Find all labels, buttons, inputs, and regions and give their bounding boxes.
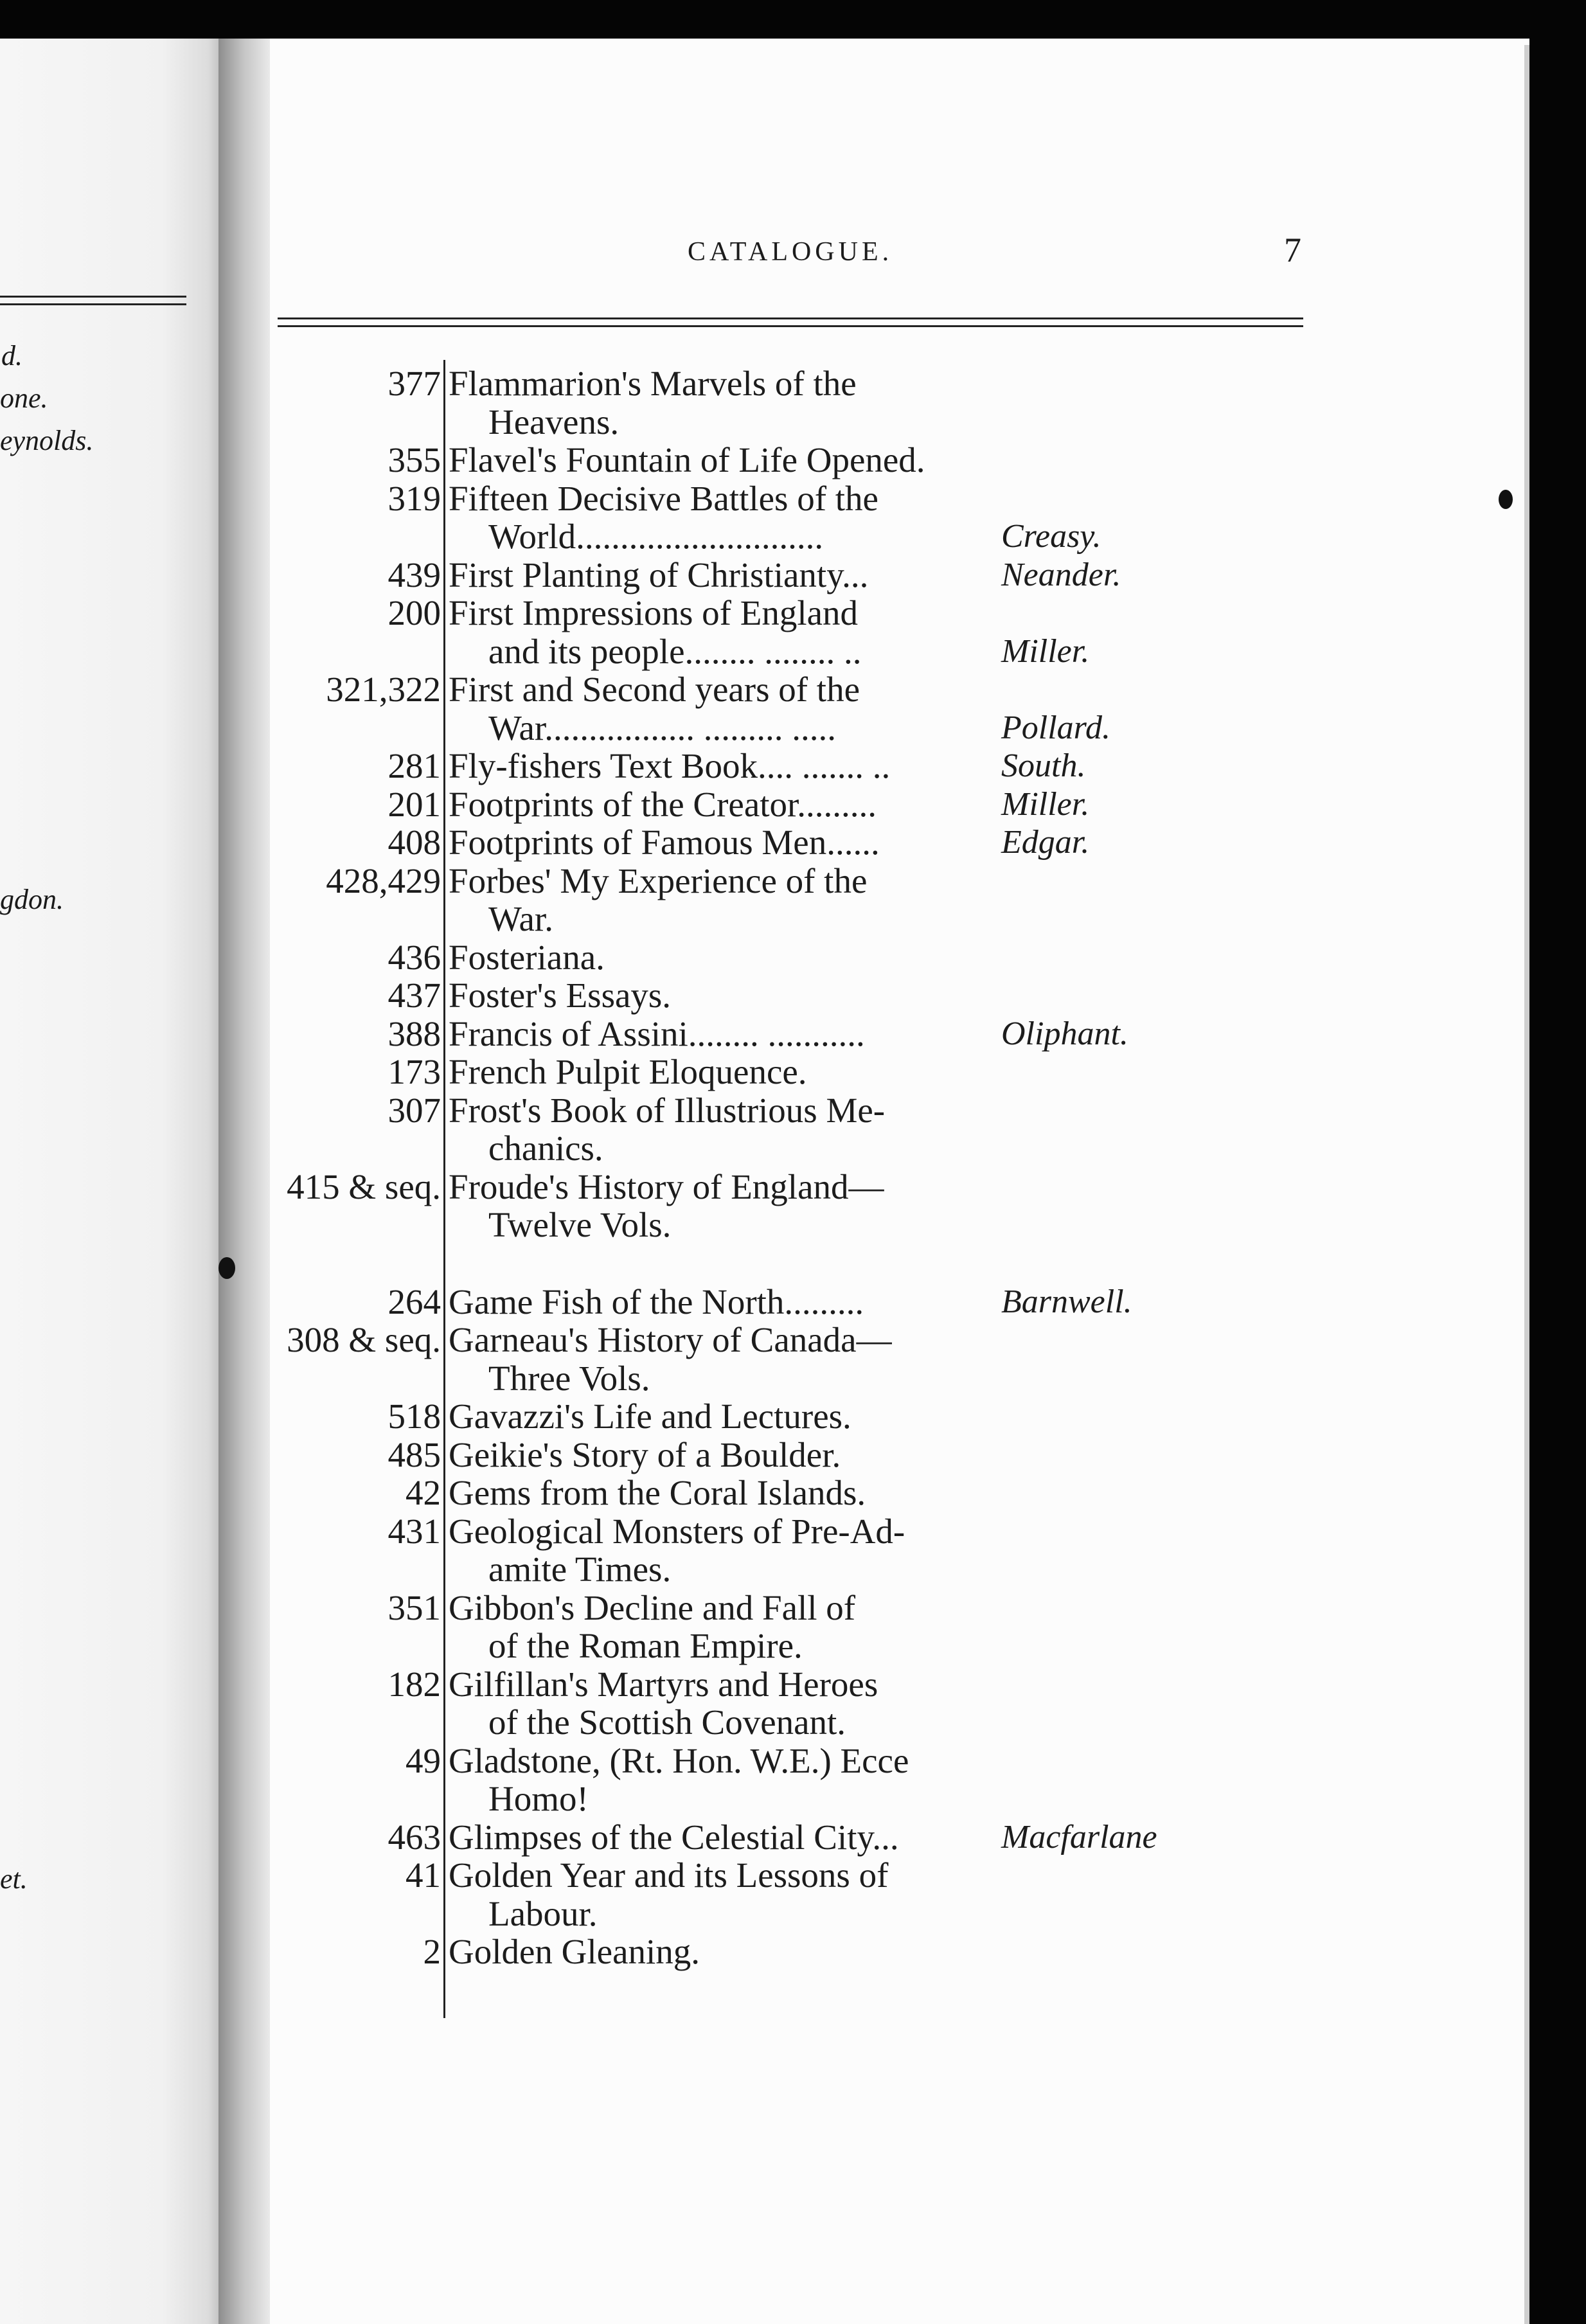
entry-reference-number: 321,322 — [326, 670, 441, 709]
entry-title: Flammarion's Marvels of the — [449, 364, 857, 403]
left-page-text: one. — [0, 382, 48, 414]
entry-author: Neander. — [1001, 556, 1121, 593]
entry-title: Golden Year and its Lessons of — [449, 1855, 889, 1895]
entry-reference-number: 377 — [388, 364, 441, 403]
entry-reference-number: 439 — [388, 555, 441, 594]
entry-author: Creasy. — [1001, 518, 1101, 555]
entry-author: Edgar. — [1001, 824, 1090, 861]
entry-title: Fly-fishers Text Book.... ....... .. — [449, 746, 891, 785]
entry-reference-number: 355 — [388, 440, 441, 479]
entry-title: Game Fish of the North......... — [449, 1282, 864, 1321]
entry-reference-number: 281 — [388, 746, 441, 785]
entry-title-continuation: War................. ......... ..... — [488, 708, 836, 747]
entry-reference-number: 308 & seq. — [287, 1320, 441, 1359]
entry-reference-number: 41 — [405, 1855, 441, 1895]
entry-title: Forbes' My Experience of the — [449, 861, 868, 900]
entry-reference-number: 49 — [405, 1740, 441, 1780]
entry-reference-number: 182 — [388, 1664, 441, 1704]
entry-title: First Impressions of England — [449, 593, 859, 632]
left-page-rule — [0, 303, 186, 305]
entry-reference-number: 307 — [388, 1090, 441, 1130]
entry-title: Froude's History of England— — [449, 1166, 884, 1206]
entry-title-continuation: and its people........ ........ .. — [488, 631, 862, 671]
left-page-text: d. — [1, 340, 22, 371]
entry-title: First Planting of Christianty... — [449, 555, 869, 594]
left-page-text: eynolds. — [0, 425, 94, 456]
entry-reference-number: 2 — [423, 1932, 441, 1971]
entry-title: First and Second years of the — [449, 670, 860, 709]
entry-title: Fosteriana. — [449, 937, 605, 977]
entry-reference-number: 437 — [388, 976, 441, 1015]
entry-title-continuation: chanics. — [488, 1129, 603, 1168]
entry-title: Fifteen Decisive Battles of the — [449, 478, 878, 518]
ink-blot — [1499, 490, 1513, 509]
entry-reference-number: 463 — [388, 1817, 441, 1857]
entry-title-continuation: War. — [488, 899, 553, 938]
entry-title: Gilfillan's Martyrs and Heroes — [449, 1664, 878, 1704]
entry-author: Miller. — [1001, 632, 1090, 670]
entry-title: Francis of Assini........ ........... — [449, 1014, 865, 1053]
entry-reference-number: 415 & seq. — [287, 1166, 441, 1206]
entry-title: Geikie's Story of a Boulder. — [449, 1435, 841, 1474]
entry-title: Golden Gleaning. — [449, 1932, 700, 1971]
entry-reference-number: 200 — [388, 593, 441, 632]
entry-reference-number: 201 — [388, 784, 441, 824]
ink-blot — [218, 1257, 235, 1279]
entry-title: Geological Monsters of Pre-Ad- — [449, 1511, 905, 1551]
entry-author: Barnwell. — [1001, 1283, 1132, 1320]
entry-author: Miller. — [1001, 785, 1090, 823]
left-page-fragment — [0, 39, 231, 2324]
entry-author: South. — [1001, 747, 1086, 784]
entry-title-continuation: World............................ — [488, 517, 824, 556]
entry-title-continuation: Labour. — [488, 1893, 598, 1933]
entry-reference-number: 351 — [388, 1587, 441, 1627]
running-head: CATALOGUE. — [688, 237, 893, 267]
left-page-text: gdon. — [0, 884, 64, 915]
entry-title: Glimpses of the Celestial City... — [449, 1817, 899, 1857]
page-number: 7 — [1284, 231, 1301, 269]
entry-reference-number: 319 — [388, 478, 441, 518]
entry-title-continuation: amite Times. — [488, 1550, 672, 1589]
entry-title: Garneau's History of Canada— — [449, 1320, 892, 1359]
entry-reference-number: 42 — [405, 1473, 441, 1512]
entry-title: French Pulpit Eloquence. — [449, 1052, 807, 1091]
entry-title: Gavazzi's Life and Lectures. — [449, 1397, 851, 1436]
entry-reference-number: 518 — [388, 1397, 441, 1436]
entry-reference-number: 388 — [388, 1014, 441, 1053]
entry-reference-number: 485 — [388, 1435, 441, 1474]
entry-reference-number: 408 — [388, 823, 441, 862]
entry-title: Flavel's Fountain of Life Opened. — [449, 440, 925, 479]
entry-reference-number: 431 — [388, 1511, 441, 1551]
entry-title: Frost's Book of Illustrious Me- — [449, 1090, 886, 1130]
header-rule — [278, 317, 1303, 319]
entry-title-continuation: Homo! — [488, 1779, 589, 1818]
entry-reference-number: 436 — [388, 937, 441, 977]
entry-reference-number: 428,429 — [326, 861, 441, 900]
entry-title: Gibbon's Decline and Fall of — [449, 1587, 856, 1627]
left-page-rule — [0, 296, 186, 298]
header-rule — [278, 325, 1303, 327]
entry-title-continuation: of the Roman Empire. — [488, 1626, 803, 1665]
entry-reference-number: 264 — [388, 1282, 441, 1321]
page-edge — [1524, 45, 1529, 2324]
entry-title-continuation: of the Scottish Covenant. — [488, 1703, 846, 1742]
entry-title: Footprints of Famous Men...... — [449, 823, 880, 862]
entry-title: Gladstone, (Rt. Hon. W.E.) Ecce — [449, 1740, 909, 1780]
entry-author: Pollard. — [1001, 709, 1110, 746]
entry-title-continuation: Heavens. — [488, 402, 619, 442]
entry-author: Oliphant. — [1001, 1015, 1128, 1052]
entry-title: Gems from the Coral Islands. — [449, 1473, 866, 1512]
entry-author: Macfarlane — [1001, 1818, 1157, 1855]
column-divider — [443, 360, 445, 2018]
left-page-text: et. — [0, 1863, 28, 1895]
entry-title-continuation: Twelve Vols. — [488, 1205, 672, 1244]
entry-reference-number: 173 — [388, 1052, 441, 1091]
entry-title-continuation: Three Vols. — [488, 1358, 650, 1398]
entry-title: Foster's Essays. — [449, 976, 672, 1015]
entry-title: Footprints of the Creator......... — [449, 784, 877, 824]
